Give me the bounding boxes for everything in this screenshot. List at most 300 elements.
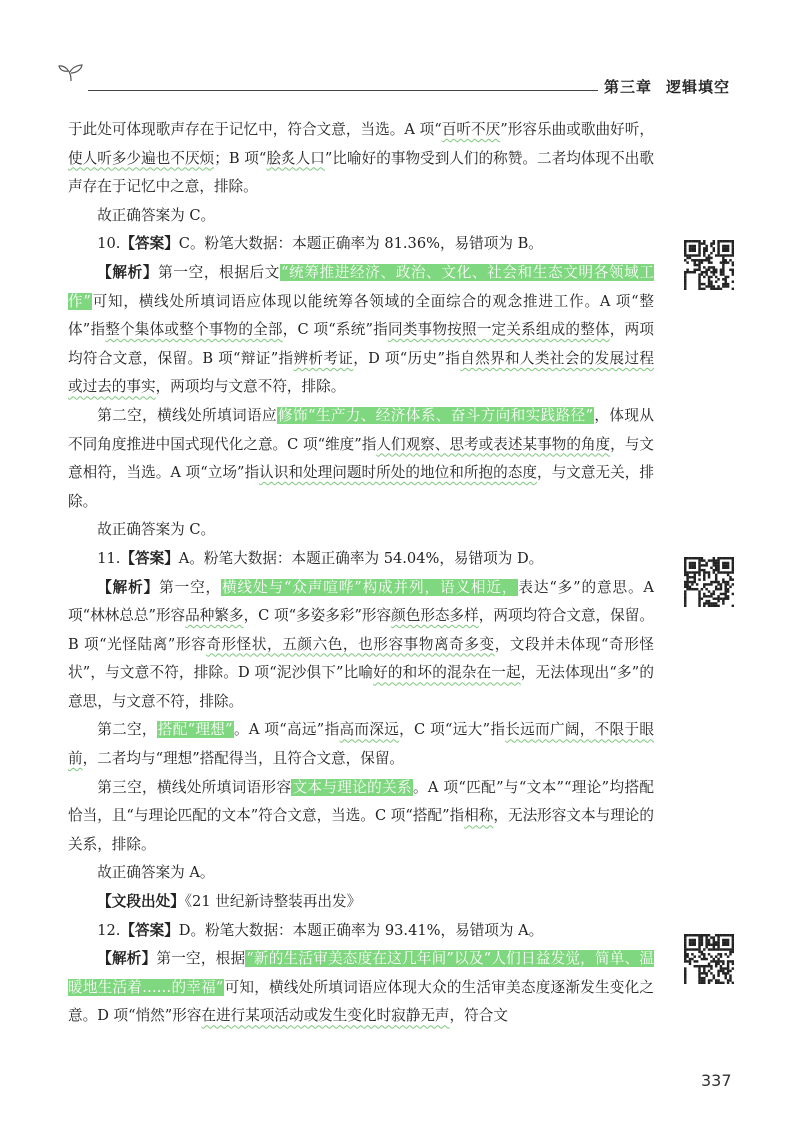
qr-module [722, 960, 724, 962]
qr-module [694, 254, 696, 256]
qr-module [684, 960, 686, 962]
qr-module [691, 953, 693, 955]
qr-module [696, 571, 698, 573]
qr-module [715, 955, 717, 957]
qr-module [689, 576, 691, 578]
qr-module [713, 273, 715, 275]
qr-module [732, 567, 734, 569]
qr-module [710, 593, 712, 595]
qr-module [710, 242, 712, 244]
underlined-text: 高而深远 [339, 721, 400, 739]
header-rule [88, 90, 598, 91]
qr-module [708, 965, 710, 967]
qr-module [732, 571, 734, 573]
qr-module [720, 593, 722, 595]
qr-module [715, 605, 717, 607]
qr-module [684, 982, 686, 984]
answer-text: A。粉笔大数据：本题正确率为 54.04%，易错项为 D。 [178, 549, 544, 567]
qr-module [722, 600, 724, 602]
qr-module [727, 939, 729, 941]
qr-module [732, 240, 734, 242]
qr-module [717, 600, 719, 602]
text: 第一空， [159, 578, 222, 596]
qr-module [724, 280, 726, 282]
qr-module [694, 240, 696, 242]
qr-module [705, 245, 707, 247]
qr-module [684, 602, 686, 604]
qr-module [713, 247, 715, 249]
qr-module [722, 581, 724, 583]
qr-module [686, 583, 688, 585]
qr-module [710, 285, 712, 287]
qr-module [717, 934, 719, 936]
qr-module [694, 269, 696, 271]
qr-module [696, 960, 698, 962]
qr-module [705, 562, 707, 564]
qr-module [727, 245, 729, 247]
qr-module [684, 979, 686, 981]
analysis-10-blank-1 [68, 259, 654, 402]
qr-module [710, 948, 712, 950]
qr-module [701, 936, 703, 938]
qr-module [698, 948, 700, 950]
qr-module [684, 586, 686, 588]
qr-module [698, 970, 700, 972]
qr-module [715, 581, 717, 583]
qr-module [705, 247, 707, 249]
qr-module [703, 283, 705, 285]
qr-module [724, 276, 726, 278]
qr-module [684, 583, 686, 585]
qr-module [694, 564, 696, 566]
qr-module [698, 955, 700, 957]
qr-module [715, 602, 717, 604]
qr-module [708, 583, 710, 585]
qr-module [698, 283, 700, 285]
qr-module [703, 240, 705, 242]
qr-module [717, 569, 719, 571]
qr-module [708, 283, 710, 285]
qr-module [696, 583, 698, 585]
qr-module [729, 979, 731, 981]
text: ，无法体现出“多”的意思，与文意不符，排除。 [68, 664, 654, 710]
text: 可知，横线处所填词语应体现以能统筹各领域的全面综合的观念推进工作。A 项“整体”指 [68, 292, 654, 339]
qr-module [724, 974, 726, 976]
qr-module [710, 965, 712, 967]
qr-module [727, 955, 729, 957]
qr-module [684, 273, 686, 275]
qr-module [689, 257, 691, 259]
qr-module [701, 979, 703, 981]
qr-module [686, 960, 688, 962]
text: ，D 项“历史”指 [353, 349, 461, 367]
qr-module [727, 590, 729, 592]
qr-module [703, 593, 705, 595]
qr-module [722, 967, 724, 969]
qr-module [684, 245, 686, 247]
qr-module [708, 948, 710, 950]
highlighted-text: “统筹推进经济、政治、文化、社会和生态文明各领域工作” [68, 263, 654, 310]
qr-module [724, 245, 726, 247]
qr-module [732, 280, 734, 282]
qr-module [698, 578, 700, 580]
qr-module [689, 562, 691, 564]
qr-module [729, 977, 731, 979]
qr-module [724, 254, 726, 256]
qr-module [686, 581, 688, 583]
qr-module [717, 936, 719, 938]
qr-module [710, 252, 712, 254]
qr-module [701, 982, 703, 984]
analysis-10-blank-2 [68, 402, 654, 516]
text: ，C 项“系统”指 [282, 321, 388, 339]
qr-module [720, 583, 722, 585]
text: 表达“多”的意思。A 项“林林总总”形容 [68, 578, 654, 625]
qr-module [715, 569, 717, 571]
qr-module [701, 569, 703, 571]
qr-module [713, 271, 715, 273]
qr-module [684, 276, 686, 278]
qr-module [705, 602, 707, 604]
qr-module [686, 571, 688, 573]
qr-module [717, 571, 719, 573]
qr-module [713, 288, 715, 290]
qr-module [705, 944, 707, 946]
qr-module [691, 948, 693, 950]
qr-code-question-12[interactable] [684, 934, 734, 984]
text: 可知，横线处所填词语应体现大众的生活审美态度逐渐发生变化之意。D 项“悄然”形容 [68, 978, 654, 1025]
qr-module [720, 965, 722, 967]
qr-module [722, 257, 724, 259]
qr-module [724, 247, 726, 249]
qr-module [698, 261, 700, 263]
qr-module [703, 242, 705, 244]
qr-module [698, 242, 700, 244]
qr-module [724, 941, 726, 943]
qr-module [691, 245, 693, 247]
qr-module [701, 283, 703, 285]
qr-module [724, 278, 726, 280]
qr-module [703, 605, 705, 607]
qr-module [708, 944, 710, 946]
qr-module [703, 972, 705, 974]
qr-module [710, 581, 712, 583]
qr-module [684, 280, 686, 282]
qr-module [698, 595, 700, 597]
qr-module [708, 269, 710, 271]
qr-module [720, 254, 722, 256]
qr-module [708, 941, 710, 943]
qr-module [689, 245, 691, 247]
qr-module [684, 590, 686, 592]
qr-module [684, 288, 686, 290]
qr-module [724, 948, 726, 950]
qr-module [732, 963, 734, 965]
qr-module [684, 941, 686, 943]
qr-module [705, 273, 707, 275]
highlighted-text: 修饰“生产力、经济体系、奋斗方向和实践路径” [278, 406, 594, 424]
qr-module [722, 273, 724, 275]
qr-module [694, 567, 696, 569]
qr-module [732, 941, 734, 943]
qr-module [717, 974, 719, 976]
qr-module [727, 963, 729, 965]
qr-module [684, 567, 686, 569]
qr-module [701, 557, 703, 559]
qr-code-question-10[interactable] [684, 240, 734, 290]
question-number: 11. [97, 549, 121, 567]
qr-module [708, 963, 710, 965]
qr-module [717, 252, 719, 254]
underlined-text: 颜色形态多样 [391, 607, 479, 625]
qr-module [720, 948, 722, 950]
qr-module [691, 934, 693, 936]
qr-module [715, 578, 717, 580]
underlined-text: 奇形怪状，五颜六色，也形容事物离奇多变 [206, 635, 495, 653]
qr-code-question-11[interactable] [684, 557, 734, 607]
qr-module [689, 557, 691, 559]
answer-line-11 [68, 545, 654, 574]
qr-module [684, 242, 686, 244]
qr-module [703, 948, 705, 950]
qr-module [729, 948, 731, 950]
qr-module [722, 571, 724, 573]
qr-module [713, 269, 715, 271]
underlined-text: 人们观察、思考或表述某事物的角度 [376, 435, 611, 453]
qr-module [691, 259, 693, 261]
qr-module [732, 242, 734, 244]
underlined-text: 自然界和人类社会的发展过程或过去的事实 [68, 349, 654, 396]
text: ，两项均符合文意，保留。B 项“光怪陆离”形容 [68, 607, 654, 653]
text: ，与文意相符，当选。A 项“立场”指 [68, 435, 654, 482]
qr-module [732, 578, 734, 580]
qr-module [713, 944, 715, 946]
qr-module [694, 581, 696, 583]
qr-module [717, 939, 719, 941]
qr-module [684, 562, 686, 564]
qr-module [717, 567, 719, 569]
qr-module [703, 571, 705, 573]
qr-module [727, 972, 729, 974]
qr-module [703, 288, 705, 290]
qr-module [703, 953, 705, 955]
qr-module [713, 250, 715, 252]
qr-module [710, 967, 712, 969]
text: 第三空，横线处所填词语形容 [97, 778, 292, 796]
page-header [58, 62, 738, 102]
text: ，两项均符合文意，保留。B 项“辩证”指 [68, 321, 654, 367]
qr-module [724, 564, 726, 566]
qr-module [698, 269, 700, 271]
qr-module [729, 951, 731, 953]
qr-module [696, 588, 698, 590]
qr-module [698, 285, 700, 287]
qr-module [691, 250, 693, 252]
qr-module [684, 593, 686, 595]
qr-module [701, 958, 703, 960]
qr-module [722, 941, 724, 943]
qr-module [722, 567, 724, 569]
qr-module [715, 280, 717, 282]
question-number: 12. [97, 921, 121, 939]
qr-module [684, 946, 686, 948]
qr-module [727, 562, 729, 564]
qr-module [689, 581, 691, 583]
qr-module [722, 970, 724, 972]
qr-module [698, 273, 700, 275]
qr-module [686, 257, 688, 259]
qr-module [729, 974, 731, 976]
qr-module [684, 571, 686, 573]
qr-module [713, 602, 715, 604]
qr-module [729, 934, 731, 936]
qr-module [703, 958, 705, 960]
qr-module [713, 564, 715, 566]
qr-module [732, 944, 734, 946]
underlined-text: 相称 [464, 807, 494, 825]
qr-module [724, 944, 726, 946]
qr-module [732, 564, 734, 566]
qr-module [694, 944, 696, 946]
qr-module [698, 965, 700, 967]
qr-module [698, 574, 700, 576]
qr-module [705, 271, 707, 273]
qr-module [710, 261, 712, 263]
qr-module [694, 557, 696, 559]
qr-module [732, 273, 734, 275]
qr-module [727, 247, 729, 249]
qr-module [686, 261, 688, 263]
qr-module [705, 583, 707, 585]
qr-code-icon [684, 557, 734, 607]
qr-module [710, 979, 712, 981]
qr-module [710, 271, 712, 273]
qr-module [698, 252, 700, 254]
qr-module [727, 254, 729, 256]
underlined-text: 在进行某项活动或发生变化时寂静无声 [201, 1007, 450, 1025]
qr-module [684, 278, 686, 280]
qr-module [701, 934, 703, 936]
qr-module [698, 951, 700, 953]
qr-module [691, 571, 693, 573]
qr-module [727, 261, 729, 263]
analysis-tag: 【解析】 [97, 263, 159, 281]
qr-module [703, 977, 705, 979]
qr-module [717, 581, 719, 583]
qr-module [684, 939, 686, 941]
qr-module [698, 979, 700, 981]
qr-module [691, 588, 693, 590]
qr-module [694, 939, 696, 941]
qr-module [686, 934, 688, 936]
qr-module [698, 288, 700, 290]
qr-module [713, 571, 715, 573]
qr-module [713, 242, 715, 244]
qr-module [691, 944, 693, 946]
qr-module [689, 944, 691, 946]
qr-module [713, 581, 715, 583]
qr-module [717, 958, 719, 960]
qr-module [713, 557, 715, 559]
qr-module [727, 970, 729, 972]
qr-module [717, 288, 719, 290]
source-title: 《21 世纪新诗整装再出发》 [184, 893, 362, 911]
qr-module [729, 557, 731, 559]
qr-module [727, 588, 729, 590]
answer-line-12 [68, 917, 654, 946]
qr-module [698, 982, 700, 984]
qr-module [710, 972, 712, 974]
qr-module [694, 571, 696, 573]
qr-module [708, 953, 710, 955]
qr-module [684, 974, 686, 976]
qr-module [701, 977, 703, 979]
page-number: 337 [701, 1071, 732, 1090]
qr-module [724, 586, 726, 588]
qr-module [691, 583, 693, 585]
qr-module [727, 941, 729, 943]
qr-module [715, 288, 717, 290]
qr-module [713, 946, 715, 948]
qr-module [691, 564, 693, 566]
qr-module [698, 936, 700, 938]
qr-module [722, 602, 724, 604]
qr-module [724, 259, 726, 261]
qr-module [689, 571, 691, 573]
qr-module [717, 948, 719, 950]
qr-module [703, 266, 705, 268]
qr-module [727, 979, 729, 981]
analysis-11-blank-3 [68, 774, 654, 860]
text: ，符合文 [449, 1007, 508, 1025]
qr-module [713, 948, 715, 950]
source-line-11 [68, 888, 654, 917]
qr-module [710, 595, 712, 597]
underlined-text: 脍炙人口 [266, 149, 325, 167]
qr-module [720, 967, 722, 969]
qr-module [684, 967, 686, 969]
qr-module [722, 266, 724, 268]
qr-module [710, 257, 712, 259]
qr-module [727, 948, 729, 950]
qr-module [698, 567, 700, 569]
qr-module [727, 581, 729, 583]
qr-module [708, 590, 710, 592]
qr-module [729, 240, 731, 242]
qr-module [729, 269, 731, 271]
qr-module [684, 953, 686, 955]
qr-module [701, 242, 703, 244]
qr-module [717, 242, 719, 244]
qr-module [703, 250, 705, 252]
text: 第二空，横线处所填词语应 [97, 406, 278, 424]
qr-module [710, 955, 712, 957]
qr-module [698, 280, 700, 282]
qr-module [703, 259, 705, 261]
qr-module [727, 285, 729, 287]
qr-module [732, 967, 734, 969]
qr-module [720, 271, 722, 273]
qr-module [698, 605, 700, 607]
qr-module [689, 240, 691, 242]
qr-module [713, 960, 715, 962]
qr-module [698, 562, 700, 564]
qr-module [732, 559, 734, 561]
qr-module [729, 254, 731, 256]
qr-module [703, 602, 705, 604]
qr-module [727, 597, 729, 599]
qr-module [698, 597, 700, 599]
